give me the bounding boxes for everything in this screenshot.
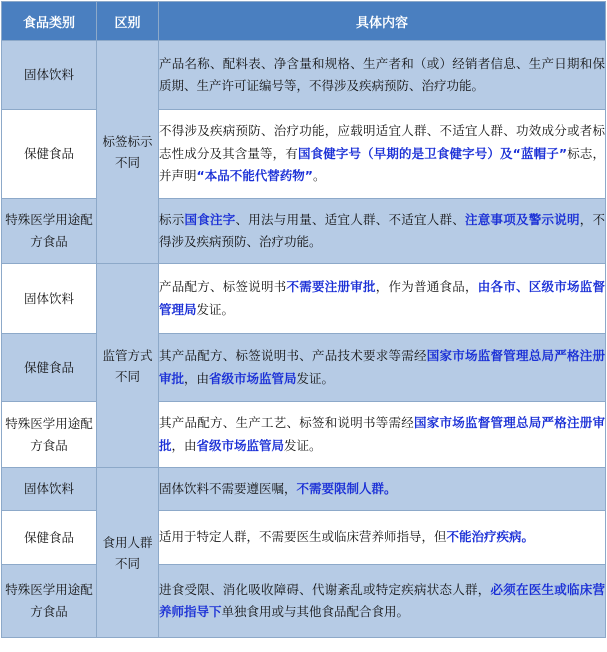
content-text: 进食受限、消化吸收障碍、代谢紊乱或特定疾病状态人群， <box>159 581 491 597</box>
food-category-cell: 固体饮料 <box>2 41 97 110</box>
table-row <box>2 199 606 264</box>
difference-cell: 食用人群不同 <box>97 468 159 638</box>
highlighted-text: 必须在医生或临床营养师指导下 <box>159 581 605 619</box>
content-text: 产品名称、配料表、净含量和规格、生产者和（或）经销者信息、生产日期和保质期、生产许可证编号等，不得涉及疾病预防、治疗功能。 <box>159 55 605 93</box>
food-category-cell: 固体饮料 <box>2 468 97 511</box>
food-category-cell: 固体饮料 <box>2 264 97 334</box>
content-text: 发证。 <box>296 370 335 386</box>
content-cell <box>159 41 606 110</box>
content-text: 不得涉及疾病预防、治疗功能，应载明适宜人群、不适宜人群、功效成分或者标志性成分及其含量等，有 <box>159 123 605 161</box>
table-header-row <box>2 2 606 41</box>
table-row <box>2 334 606 402</box>
content-cell <box>159 511 606 565</box>
header-category: 食品类别 <box>2 2 97 41</box>
content-cell <box>159 334 606 402</box>
table-row <box>2 110 606 199</box>
highlighted-text: “本品不能代替药物” <box>196 168 313 184</box>
table-row <box>2 402 606 468</box>
content-text: 其产品配方、标签说明书、产品技术要求等需经 <box>159 348 427 363</box>
content-text: 标志，并声明 <box>159 145 605 184</box>
highlighted-text: 国食健字号（早期的是卫食健字号）及“蓝帽子” <box>297 145 568 161</box>
content-text: 其产品配方、生产工艺、标签和说明书等需经 <box>159 415 414 430</box>
highlighted-text: 不需要限制人群。 <box>296 480 397 496</box>
header-content: 具体内容 <box>159 2 606 41</box>
food-category-cell: 保健食品 <box>2 511 97 565</box>
content-cell <box>159 565 606 638</box>
content-cell <box>159 110 606 199</box>
highlighted-text: 省级市场监管局 <box>209 370 297 386</box>
table-row <box>2 565 606 638</box>
content-text: 发证。 <box>284 437 322 453</box>
content-cell <box>159 402 606 468</box>
comparison-table <box>1 1 606 638</box>
content-cell <box>159 199 606 264</box>
content-text: ，由 <box>171 437 197 453</box>
content-text: 。 <box>312 168 326 184</box>
highlighted-text: 不能治疗疾病。 <box>446 529 535 545</box>
content-cell <box>159 468 606 511</box>
content-text: ，不得涉及疾病预防、治疗功能。 <box>159 211 605 249</box>
highlighted-text: 国食注字 <box>184 211 236 227</box>
highlighted-text: 省级市场监管局 <box>196 437 285 453</box>
table-row <box>2 264 606 334</box>
table-row <box>2 468 606 511</box>
content-text: 标示 <box>159 211 185 227</box>
header-difference: 区别 <box>97 2 159 41</box>
difference-cell: 监管方式不同 <box>97 264 159 468</box>
highlighted-text: 由各市、区级市场监督管理局 <box>159 279 605 317</box>
difference-cell: 标签标示不同 <box>97 41 159 264</box>
food-category-cell: 保健食品 <box>2 334 97 402</box>
highlighted-text: 不需要注册审批 <box>286 279 376 294</box>
content-text: 单独食用或与其他食品配合食用。 <box>221 604 410 619</box>
food-category-cell: 特殊医学用途配方食品 <box>2 199 97 264</box>
food-category-cell: 特殊医学用途配方食品 <box>2 565 97 638</box>
content-text: 适用于特定人群，不需要医生或临床营养师指导，但 <box>159 529 447 545</box>
content-text: 、用法与用量、适宜人群、不适宜人群、 <box>235 211 465 227</box>
content-text: ，由 <box>184 370 210 386</box>
table-row <box>2 41 606 110</box>
content-text: 固体饮料不需要遵医嘱， <box>159 480 297 496</box>
highlighted-text: 国家市场监督管理总局严格注册审批 <box>159 348 605 386</box>
table-row <box>2 511 606 565</box>
content-text: 发证。 <box>196 301 235 317</box>
content-text: 产品配方、标签说明书 <box>159 279 287 294</box>
food-category-cell: 保健食品 <box>2 110 97 199</box>
food-category-cell: 特殊医学用途配方食品 <box>2 402 97 468</box>
content-text: ，作为普通食品， <box>375 279 478 294</box>
highlighted-text: 注意事项及警示说明 <box>464 211 580 227</box>
table-body <box>2 41 606 638</box>
content-cell <box>159 264 606 334</box>
highlighted-text: 国家市场监督管理总局严格注册审批 <box>159 415 605 453</box>
